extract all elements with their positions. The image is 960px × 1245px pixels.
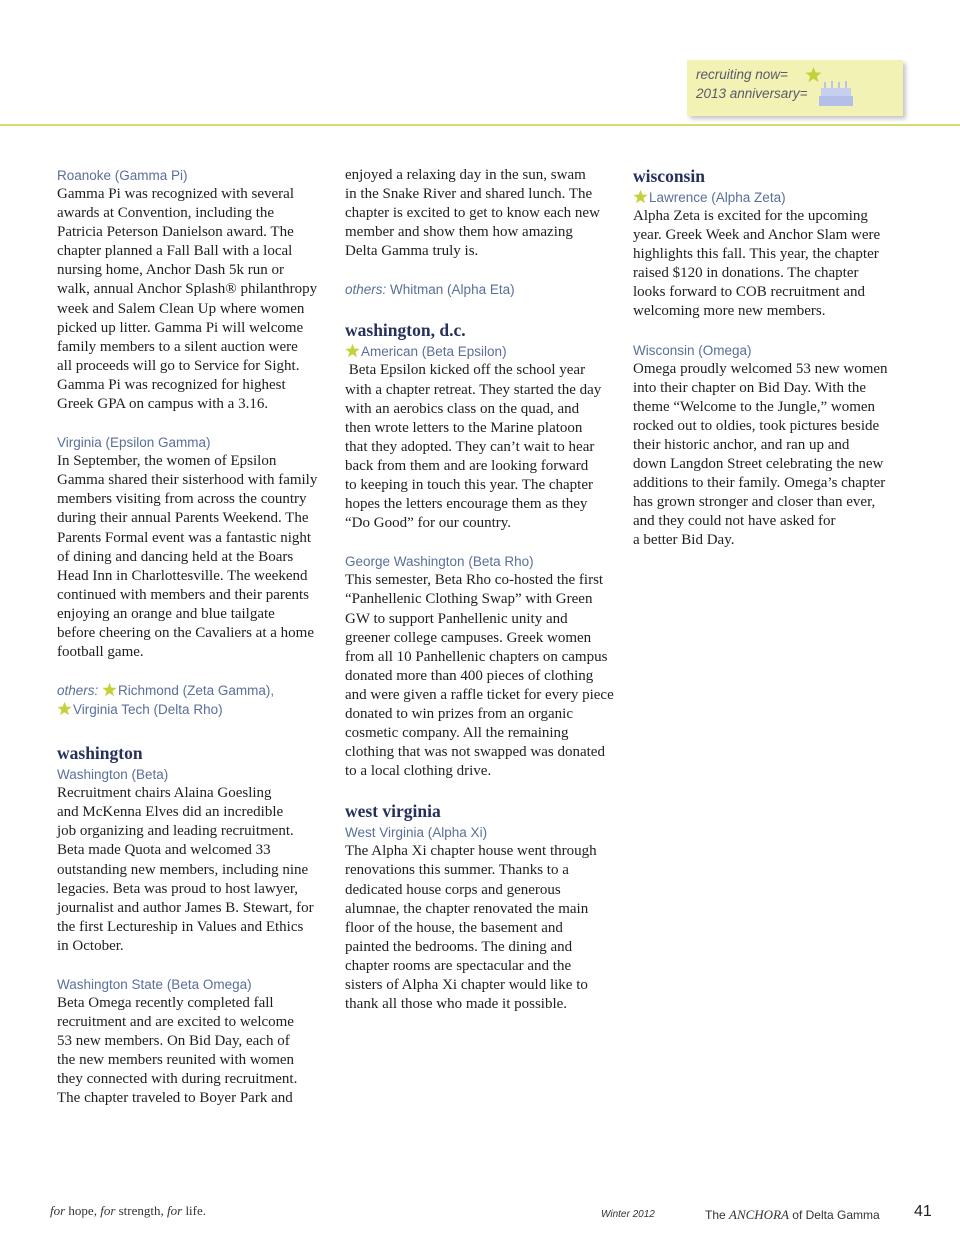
others-virginia-1: others: Richmond (Zeta Gamma),	[57, 683, 275, 699]
article-washington-state-continued: enjoyed a relaxing day in the sun, swam in the Snake River and shared lunch. The chapter is excited to get to know each new member and show them how amazing Delta Gamma truly is.	[345, 167, 600, 260]
footer-issue: Winter 2012	[601, 1209, 655, 1220]
chapter-label-american: American (Beta Epsilon)	[345, 342, 617, 361]
state-heading-wisconsin: wisconsin	[633, 166, 705, 186]
article-roanoke: Gamma Pi was recognized with several awards at Convention, including the Patricia Peterson Danielson award. The chapter planned a Fall Ball with a local nursing home, Anchor Dash 5k run or walk, annual Anchor Splash® philanthropy week and Salem Clean Up where women picked up litter. Gamma Pi will welcome family members to a silent auction were all proceeds will go to Service for Sight. Gamma Pi was recognized for highest Greek GPA on campus with a 3.16.	[57, 186, 318, 413]
column-right	[633, 166, 898, 551]
chapter-label-george-washington: George Washington (Beta Rho)	[345, 554, 534, 570]
footer-motto: for hope, for strength, for life.	[50, 1203, 207, 1218]
chapter-label-washington-state: Washington State (Beta Omega)	[57, 977, 252, 992]
state-heading-west-virginia: west virginia	[345, 801, 441, 822]
article-wisconsin: Omega proudly welcomed 53 new women into their chapter on Bid Day. With the theme “Welcome to the Jungle,” women rocked out to oldies, took pictures beside their historic anchor, and ran up and down Langdon Street celebrating the new additions to their family. Omega’s chapter has grown stronger and closer than ever, and they could not have asked for a better Bid Day.	[633, 360, 888, 549]
legend-recruiting-now: recruiting now=	[696, 67, 788, 82]
article-george-washington: This semester, Beta Rho co-hosted the first “Panhellenic Clothing Swap” with Green GW to support Panhellenic unity and greener college campuses. Greek women from all 10 Panhellenic chapters on campus donated more than 400 pieces of clothing and were given a raffle ticket for every piece donated to win prizes from an organic cosmetic company. All the remaining clothing that was not swapped was donated to a local clothing drive.	[345, 572, 614, 780]
others-washington: others: Whitman (Alpha Eta)	[345, 282, 515, 298]
chapter-label-west-virginia: West Virginia (Alpha Xi)	[345, 825, 488, 841]
state-heading-washington-dc: washington, d.c.	[345, 320, 466, 341]
footer-publication: The ANCHORA of Delta Gamma	[705, 1207, 880, 1222]
column-middle	[345, 166, 617, 1014]
state-heading-washington: washington	[57, 743, 143, 764]
article-washington-beta: Recruitment chairs Alaina Goesling and McKenna Elves did an incredible job organizing and leading recruitment. Beta made Quota and welcomed 33 outstanding new members, including nine legacies. Beta was proud to host lawyer, journalist and author James B. Stewart, for the first Lectureship in Values and Ethics in October.	[57, 785, 314, 954]
chapter-label-lawrence: Lawrence (Alpha Zeta)	[633, 188, 898, 207]
others-virginia-2: Virginia Tech (Delta Rho)	[57, 700, 329, 719]
chapter-label-virginia: Virginia (Epsilon Gamma)	[57, 435, 211, 451]
article-virginia: In September, the women of Epsilon Gamma shared their sisterhood with family members visiting from across the country during their annual Parents Weekend. The Parents Formal event was a fantastic night of dining and dancing held at the Boars Head Inn in Charlottesville. The weekend continued with members and their parents enjoying an orange and blue tailgate before cheering on the Cavaliers at a home football game.	[57, 453, 318, 661]
legend-anniversary: 2013 anniversary=	[696, 86, 808, 101]
chapter-label-wisconsin: Wisconsin (Omega)	[633, 342, 752, 358]
column-left	[57, 166, 329, 1109]
article-american: Beta Epsilon kicked off the school year with a chapter retreat. They started the day with an aerobics class on the quad, and then wrote letters to the Marine platoon that they adopted. They can’t wait to hear back from them and are looking forward to keeping in touch this year. The chapter hopes the letters encourage them as they “Do Good” for our country.	[345, 362, 602, 532]
page-number: 41	[914, 1203, 932, 1220]
star-icon	[57, 701, 72, 716]
article-washington-state: Beta Omega recently completed fall recruitment and are excited to welcome 53 new members. On Bid Day, each of the new members reunited with women they connected with during recruitment. The chapter traveled to Boyer Park and	[57, 995, 298, 1107]
star-icon	[633, 189, 648, 204]
star-icon	[345, 343, 360, 358]
chapter-label-washington-beta: Washington (Beta)	[57, 767, 169, 783]
cake-icon	[818, 78, 858, 108]
article-lawrence: Alpha Zeta is excited for the upcoming year. Greek Week and Anchor Slam were highlights this fall. This year, the chapter raised $120 in donations. The chapter looks forward to COB recruitment and welcoming more new members.	[633, 208, 881, 320]
star-icon	[102, 682, 117, 697]
article-west-virginia: The Alpha Xi chapter house went through renovations this summer. Thanks to a dedicated house corps and generous alumnae, the chapter renovated the main floor of the house, the basement and painted the bedrooms. The dining and chapter rooms are spectacular and the sisters of Alpha Xi chapter would like to thank all those who made it possible.	[345, 843, 597, 1013]
icon-legend	[687, 60, 903, 116]
chapter-label-roanoke: Roanoke (Gamma Pi)	[57, 168, 188, 183]
header-rule	[0, 124, 960, 126]
